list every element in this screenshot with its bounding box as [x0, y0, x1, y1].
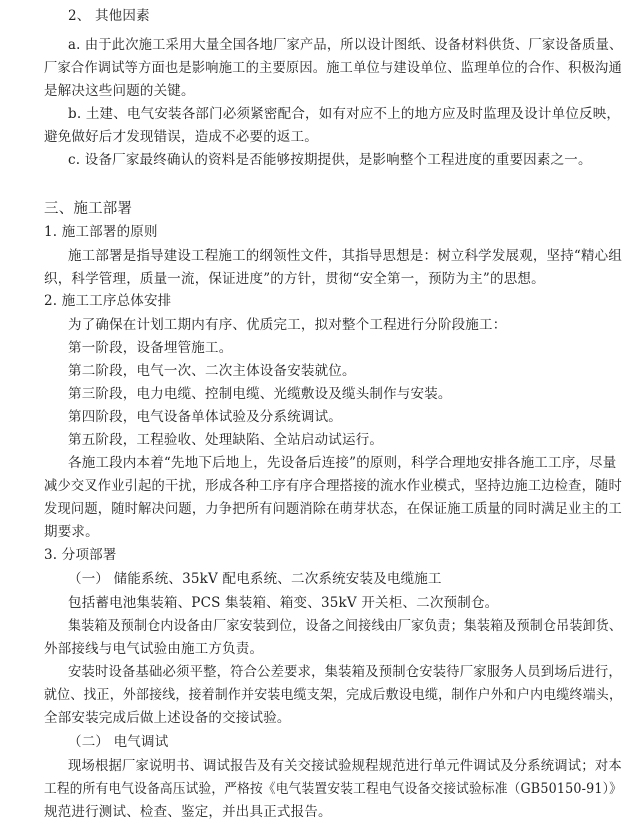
item-c-line-1: c. 设备厂家最终确认的资料是否能够按期提供，是影响整个工程进度的重要因素之一。 — [68, 152, 592, 168]
principle-line-2: 织，科学管理，质量一流，保证进度”的方针，贯彻“安全第一，预防为主”的思想。 — [44, 271, 545, 287]
sub1-p1-line-2: 外部接线与电气试验由施工方负责。 — [44, 641, 264, 657]
subitem-title: 3. 分项部署 — [44, 547, 117, 563]
sub1-includes: 包括蓄电池集装箱、PCS 集装箱、箱变、35kV 开关柜、二次预制仓。 — [68, 595, 499, 611]
arrangement-line-4: 期要求。 — [44, 524, 99, 540]
sub1-p2-line-3: 全部安装完成后做上述设备的交接试验。 — [44, 710, 291, 726]
item-a-line-2: 厂家合作调试等方面也是影响施工的主要原因。施工单位与建设单位、监理单位的合作、积极沟通 — [44, 60, 622, 76]
sub2-p1-line-1: 现场根据厂家说明书、调试报告及有关交接试验规程规范进行单元件调试及分系统调试；对本 — [68, 758, 622, 774]
item-b-line-1: b. 土建、电气安装各部门必须紧密配合，如有对应不上的地方应及时监理及设计单位反映， — [68, 106, 621, 122]
arrangement-title: 2. 施工工序总体安排 — [44, 293, 172, 309]
arrangement-line-1: 各施工段内本着“先地下后地上，先设备后连接”的原则，科学合理地安排各施工工序，尽量 — [68, 455, 617, 471]
section-2-title: 2、 其他因素 — [68, 8, 150, 24]
principle-title: 1. 施工部署的原则 — [44, 224, 158, 240]
stage-4: 第四阶段，电气设备单体试验及分系统调试。 — [68, 409, 342, 425]
sub2-p1-line-3: 规范进行测试、检查、鉴定，并出具正式报告。 — [44, 804, 332, 820]
sub1-p2-line-2: 就位、找正，外部接线，接着制作并安装电缆支架，完成后敷设电缆，制作户外和户内电缆终端头， — [44, 687, 623, 703]
arrangement-intro: 为了确保在计划工期内有序、优质完工，拟对整个工程进行分阶段施工： — [68, 317, 507, 333]
section-3-title: 三、施工部署 — [44, 201, 133, 217]
arrangement-line-2: 减少交叉作业引起的干扰，形成各种工序有序合理搭接的流水作业模式，坚持边施工边检查，随时 — [44, 478, 622, 494]
sub1-p1-line-1: 集装箱及预制仓内设备由厂家安装到位，设备之间接线由厂家负责；集装箱及预制仓吊装卸货、 — [68, 618, 623, 634]
item-a-line-3: 是解决这些问题的关键。 — [44, 83, 195, 99]
sub1-title: （一） 储能系统、35kV 配电系统、二次系统安装及电缆施工 — [68, 571, 442, 587]
stage-3: 第三阶段，电力电缆、控制电缆、光缆敷设及缆头制作与安装。 — [68, 386, 452, 402]
item-b-line-2: 避免做好后才发现错误，造成不必要的返工。 — [44, 129, 318, 145]
stage-2: 第二阶段，电气一次、二次主体设备安装就位。 — [68, 363, 356, 379]
sub1-p2-line-1: 安装时设备基础必须平整，符合公差要求，集装箱及预制仓安装待厂家服务人员到场后进行， — [68, 664, 622, 680]
stage-5: 第五阶段，工程验收、处理缺陷、全站启动试运行。 — [68, 432, 384, 448]
stage-1: 第一阶段，设备埋管施工。 — [68, 340, 233, 356]
item-a-line-1: a. 由于此次施工采用大量全国各地厂家产品，所以设计图纸、设备材料供货、厂家设备质量、 — [68, 37, 623, 53]
sub2-title: （二） 电气调试 — [68, 734, 169, 750]
principle-line-1: 施工部署是指导建设工程施工的纲领性文件，其指导思想是：树立科学发展观，坚持“精心组 — [68, 248, 622, 264]
sub2-p1-line-2: 工程的所有电气设备高压试验，严格按《电气装置安装工程电气设备交接试验标准（GB50150-91）》 — [44, 781, 623, 797]
arrangement-line-3: 发现问题，随时解决问题，力争把所有问题消除在萌芽状态，在保证施工质量的同时满足业主的工 — [44, 501, 622, 517]
